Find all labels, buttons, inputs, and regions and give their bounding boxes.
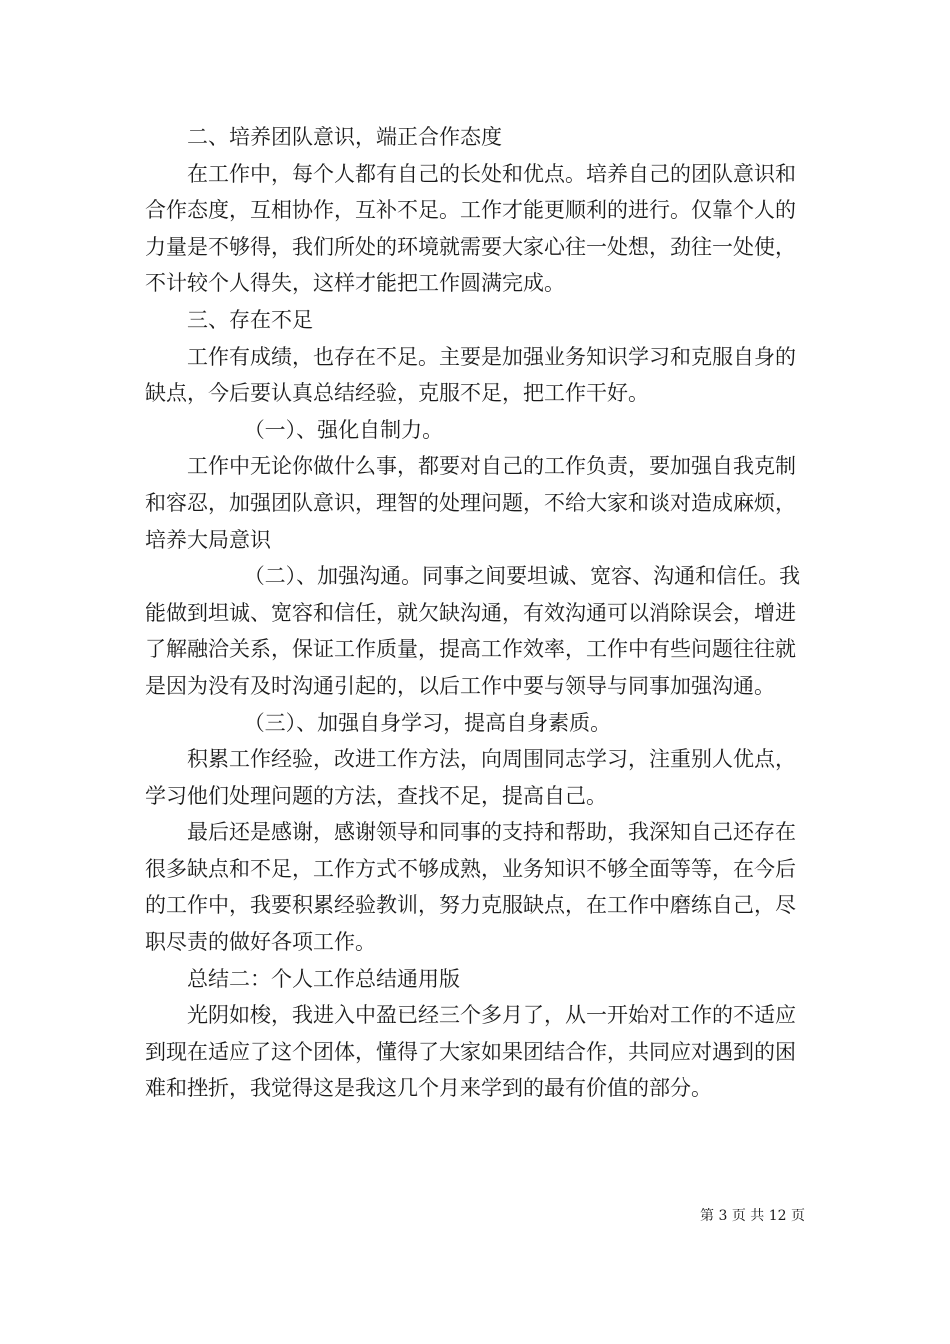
section-heading-team: 二、培养团队意识，端正合作态度 xyxy=(187,125,502,149)
paragraph: 工作中无论你做什么事，都要对自己的工作负责，要加强自我克制和容忍，加强团队意识，理智的处理问题，不给大家和谈对造成麻烦，培养大局意识 xyxy=(145,454,796,552)
subheading-self-control: （一）、强化自制力。 xyxy=(243,417,444,442)
paragraph: 在工作中，每个人都有自己的长处和优点。培养自己的团队意识和合作态度，互相协作，互补不足。工作才能更顺利的进行。仅靠个人的力量是不够得，我们所处的环境就需要大家心往一处想，劲往一处使，不计较个人得失，这样才能把工作圆满完成。 xyxy=(145,161,796,296)
paragraph: 积累工作经验，改进工作方法，向周围同志学习，注重别人优点，学习他们处理问题的方法，查找不足，提高自己。 xyxy=(145,747,796,808)
page-number-footer: 第 3 页 共 12 页 xyxy=(700,1208,805,1224)
subheading-communication: （二）、加强沟通。同事之间要坦诚、宽容、沟通和信任。我能做到坦诚、宽容和信任，就欠缺沟通，有效沟通可以消除误会，增进了解融洽关系，保证工作质量，提高工作效率，工作中有些问题往往就是因为没有及时沟通引起的，以后工作中要与领导与同事加强沟通。 xyxy=(145,564,801,698)
section-heading-shortcomings: 三、存在不足 xyxy=(187,307,313,332)
paragraph: 光阴如梭，我进入中盈已经三个多月了，从一开始对工作的不适应到现在适应了这个团体，懂得了大家如果团结合作，共同应对遇到的困难和挫折，我觉得这是我这几个月来学到的最有价值的部分。 xyxy=(145,1003,796,1101)
section-heading-summary-two: 总结二：个人工作总结通用版 xyxy=(187,966,460,991)
subheading-self-study: （三）、加强自身学习，提高自身素质。 xyxy=(243,710,612,735)
paragraph: 最后还是感谢，感谢领导和同事的支持和帮助，我深知自己还存在很多缺点和不足，工作方式不够成熟，业务知识不够全面等等，在今后的工作中，我要积累经验教训，努力克服缺点，在工作中磨练自己，尽职尽责的做好各项工作。 xyxy=(145,820,796,955)
paragraph: 工作有成绩，也存在不足。主要是加强业务知识学习和克服自身的缺点，今后要认真总结经验，克服不足，把工作干好。 xyxy=(145,344,796,406)
document-body xyxy=(145,119,805,1107)
